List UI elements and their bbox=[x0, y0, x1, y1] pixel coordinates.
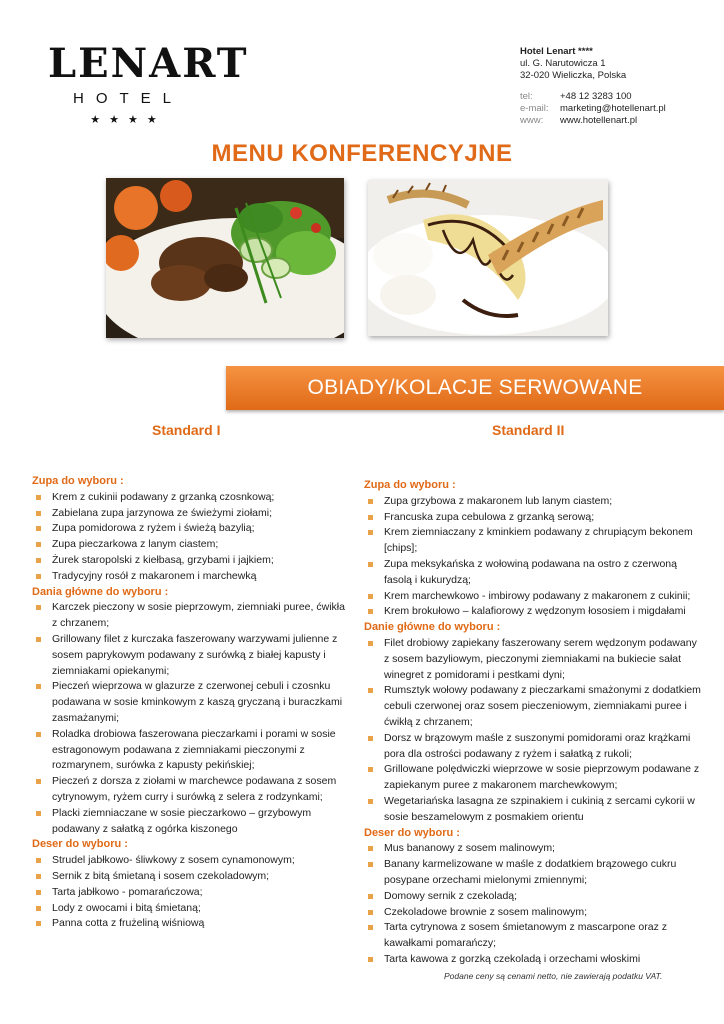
phone-value: +48 12 3283 100 bbox=[560, 91, 632, 102]
main-course-section-title: Dania główne do wyboru : bbox=[32, 585, 169, 598]
list-item: Zabielana zupa jarzynowa ze świeżymi ziołami; bbox=[32, 506, 352, 522]
list-item: Krem z cukinii podawany z grzanką czosnkową; bbox=[32, 490, 352, 506]
list-item: Placki ziemniaczane w sosie pieczarkowo – grzybowym podawany z sałatką z ogórka kiszonego bbox=[32, 806, 352, 838]
list-item: Pieczeń wieprzowa w glazurze z czerwonej cebuli i czosnku podawana w sosie kminkowym z kaszą gryczaną i buraczkami zasmażanymi; bbox=[32, 679, 352, 726]
list-item: Wegetariańska lasagna ze szpinakiem i cukinią z sercami cykorii w sosie beszamelowym z posmakiem orientu bbox=[364, 794, 704, 826]
list-item: Panna cotta z frużeliną wiśniową bbox=[32, 916, 352, 932]
soup-list bbox=[364, 494, 704, 620]
list-item: Tarta jabłkowo - pomarańczowa; bbox=[32, 885, 352, 901]
email-link[interactable]: marketing@hotellenart.pl bbox=[560, 103, 666, 114]
list-item: Roladka drobiowa faszerowana pieczarkami i porami w sosie estragonowym podawana z ziemniakami pieczonymi z rozmarynem, surówka z kapusty pekińskiej; bbox=[32, 727, 352, 774]
list-item: Karczek pieczony w sosie pieprzowym, ziemniaki puree, ćwikła z chrzanem; bbox=[32, 600, 352, 632]
list-item: Tarta cytrynowa z sosem śmietanowym z mascarpone oraz z kawałkami pomarańczy; bbox=[364, 920, 704, 952]
hotel-logo bbox=[48, 40, 249, 126]
phone-row bbox=[520, 91, 666, 103]
list-item: Rumsztyk wołowy podawany z pieczarkami smażonymi z dodatkiem cebuli czerwonej oraz sosem pieczeniowym, ziemniakami puree i ćwikłą z chrzanem; bbox=[364, 683, 704, 730]
list-item: Zupa pieczarkowa z lanym ciastem; bbox=[32, 537, 352, 553]
list-item: Grillowane polędwiczki wieprzowe w sosie pieprzowym podawane z zapiekanym puree z makaronem marchewkowym; bbox=[364, 762, 704, 794]
dessert-photo bbox=[368, 180, 608, 336]
list-item: Pieczeń z dorsza z ziołami w marchewce podawana z sosem cytrynowym, ryżem curry i surówką z selera z rodzynkami; bbox=[32, 774, 352, 806]
standard-2-heading: Standard II bbox=[492, 422, 565, 438]
address-line-2: 32-020 Wieliczka, Polska bbox=[520, 70, 627, 81]
page-title: MENU KONFERENCYJNE bbox=[211, 140, 513, 167]
list-item: Zupa grzybowa z makaronem lub lanym ciastem; bbox=[364, 494, 704, 510]
main-course-list bbox=[364, 636, 704, 826]
website-link[interactable]: www.hotellenart.pl bbox=[560, 115, 638, 126]
dessert-section-title: Deser do wyboru : bbox=[32, 838, 128, 851]
standard-1-heading: Standard I bbox=[152, 422, 221, 438]
standard-1-menu bbox=[32, 474, 352, 932]
soup-section-title: Zupa do wyboru : bbox=[32, 475, 124, 487]
standard-2-menu bbox=[364, 478, 704, 968]
dessert-section-title: Deser do wyboru : bbox=[364, 826, 460, 839]
dessert-list bbox=[364, 841, 704, 967]
list-item: Krem ziemniaczany z kminkiem podawany z chrupiącym bekonem [chips]; bbox=[364, 525, 704, 557]
list-item: Mus bananowy z sosem malinowym; bbox=[364, 841, 704, 857]
main-course-photo bbox=[106, 178, 344, 338]
hotel-name: Hotel Lenart **** bbox=[520, 46, 593, 57]
list-item: Lody z owocami i bitą śmietaną; bbox=[32, 901, 352, 917]
email-label: e-mail: bbox=[520, 103, 549, 114]
dessert-list bbox=[32, 853, 352, 932]
list-item: Banany karmelizowane w maśle z dodatkiem brązowego cukru posypane orzechami mielonymi zmiennymi; bbox=[364, 857, 704, 889]
list-item: Strudel jabłkowo- śliwkowy z sosem cynamonowym; bbox=[32, 853, 352, 869]
address-line-1: ul. G. Narutowicza 1 bbox=[520, 58, 606, 69]
list-item: Grillowany filet z kurczaka faszerowany warzywami julienne z sosem paprykowym podawany z surówką z białej kapusty i ziemniakami opiekanymi; bbox=[32, 632, 352, 679]
list-item: Tradycyjny rosół z makaronem i marchewką bbox=[32, 569, 352, 585]
list-item: Francuska zupa cebulowa z grzanką serową; bbox=[364, 510, 704, 526]
list-item: Krem marchewkowo - imbirowy podawany z makaronem z cukinii; bbox=[364, 589, 704, 605]
list-item: Sernik z bitą śmietaną i sosem czekoladowym; bbox=[32, 869, 352, 885]
list-item: Filet drobiowy zapiekany faszerowany serem wędzonym podawany z sosem bazyliowym, pieczonymi ziemniakami na bukiecie sałat winegret z pomidorami i pestkami dyni; bbox=[364, 636, 704, 683]
list-item: Zupa meksykańska z wołowiną podawana na ostro z czerwoną fasolą i kukurydzą; bbox=[364, 557, 704, 589]
soup-list bbox=[32, 490, 352, 585]
list-item: Tarta kawowa z gorzką czekoladą i orzechami włoskimi bbox=[364, 952, 704, 968]
email-row bbox=[520, 103, 666, 115]
logo-wordmark: LENART bbox=[48, 40, 249, 87]
logo-stars: ★★★★ bbox=[90, 114, 166, 126]
phone-label: tel: bbox=[520, 91, 533, 102]
soup-section-title: Zupa do wyboru : bbox=[364, 479, 456, 491]
list-item: Zupa pomidorowa z ryżem i świeżą bazylią; bbox=[32, 521, 352, 537]
www-row bbox=[520, 115, 666, 127]
list-item: Krem brokułowo – kalafiorowy z wędzonym łososiem i migdałami bbox=[364, 604, 704, 620]
logo-hotel-text: HOTEL bbox=[72, 90, 183, 107]
list-item: Dorsz w brązowym maśle z suszonymi pomidorami oraz krążkami pora dla ostrości podawany z ryżem i sałatką z rukoli; bbox=[364, 731, 704, 763]
section-banner: OBIADY/KOLACJE SERWOWANE bbox=[226, 366, 724, 410]
main-course-section-title: Danie główne do wyboru : bbox=[364, 621, 501, 634]
list-item: Żurek staropolski z kiełbasą, grzybami i jajkiem; bbox=[32, 553, 352, 569]
www-label: www: bbox=[520, 115, 544, 126]
list-item: Domowy sernik z czekoladą; bbox=[364, 889, 704, 905]
list-item: Czekoladowe brownie z sosem malinowym; bbox=[364, 905, 704, 921]
price-footnote: Podane ceny są cenami netto, nie zawierają podatku VAT. bbox=[444, 971, 663, 981]
contact-block bbox=[520, 46, 666, 127]
main-course-list bbox=[32, 600, 352, 837]
